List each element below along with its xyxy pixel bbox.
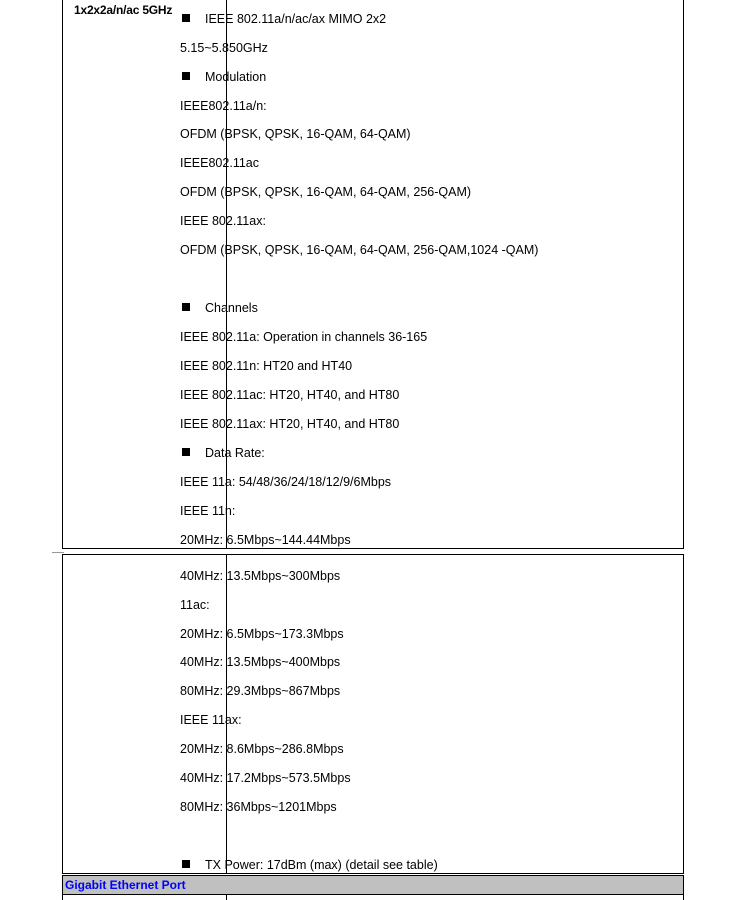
- spec-line-text: 11ac:: [180, 598, 210, 612]
- spec-line: [180, 41, 268, 55]
- spec-line: [180, 99, 267, 113]
- column-divider: [226, 895, 227, 900]
- spec-table-row-continued: [62, 554, 684, 874]
- spec-line-text: 80MHz: 36Mbps~1201Mbps: [180, 800, 337, 814]
- spec-line: [180, 713, 242, 727]
- spec-line-text: 40MHz: 13.5Mbps~400Mbps: [180, 655, 341, 669]
- spec-line-text: TX Power: 17dBm (max) (detail see table): [205, 858, 438, 872]
- spec-line-text: IEEE 802.11a: Operation in channels 36-165: [180, 330, 428, 344]
- spec-line: [180, 475, 391, 489]
- spec-line: [180, 800, 337, 814]
- section-header-title: Gigabit Ethernet Port: [65, 878, 186, 892]
- spec-line: [180, 627, 344, 641]
- spec-line-text: Modulation: [205, 70, 267, 84]
- spec-line: [180, 156, 259, 170]
- spec-line: [180, 684, 340, 698]
- spec-line-text: 20MHz: 6.5Mbps~173.3Mbps: [180, 627, 344, 641]
- spec-line: [180, 569, 340, 583]
- spec-bullet-item: [180, 12, 386, 26]
- spec-line-text: Channels: [205, 301, 258, 315]
- spec-line-text: 20MHz: 6.5Mbps~144.44Mbps: [180, 533, 351, 547]
- spec-line: [180, 388, 399, 402]
- square-bullet-icon: [182, 14, 190, 22]
- spec-line: [180, 533, 351, 547]
- spec-line-text: IEEE 11ax:: [180, 713, 242, 727]
- spec-line-text: IEEE 11n:: [180, 504, 236, 518]
- spec-bullet-item: [180, 301, 258, 315]
- page-break-mark: [52, 552, 64, 553]
- spec-line-text: 40MHz: 17.2Mbps~573.5Mbps: [180, 771, 351, 785]
- spec-line-text: IEEE802.11a/n:: [180, 99, 267, 113]
- spec-line: [180, 655, 340, 669]
- spec-line-text: 5.15~5.850GHz: [180, 41, 268, 55]
- spec-line-text: IEEE 802.11ax: HT20, HT40, and HT80: [180, 417, 400, 431]
- spec-line: [180, 417, 399, 431]
- square-bullet-icon: [182, 72, 190, 80]
- spec-line: [180, 330, 427, 344]
- section-header-gigabit-ethernet: [62, 875, 684, 895]
- square-bullet-icon: [182, 448, 190, 456]
- spec-line-text: 80MHz: 29.3Mbps~867Mbps: [180, 684, 341, 698]
- spec-bullet-item: [180, 446, 265, 460]
- square-bullet-icon: [182, 860, 190, 868]
- spec-line: [180, 504, 235, 518]
- square-bullet-icon: [182, 303, 190, 311]
- spec-table-row-5ghz: [62, 0, 684, 549]
- spec-line: [180, 243, 538, 257]
- spec-bullet-item: [180, 70, 266, 84]
- spec-line: [180, 185, 471, 199]
- spec-line-text: IEEE 11a: 54/48/36/24/18/12/9/6Mbps: [180, 475, 392, 489]
- spec-line-text: Data Rate:: [205, 446, 265, 460]
- spec-line-text: OFDM (BPSK, QPSK, 16-QAM, 64-QAM, 256-QAM): [180, 185, 472, 199]
- spec-line: [180, 771, 351, 785]
- spec-line-text: IEEE802.11ac: [180, 156, 259, 170]
- spec-line-text: IEEE 802.11ac: HT20, HT40, and HT80: [180, 388, 400, 402]
- spec-line: [180, 598, 210, 612]
- spec-line-text: 40MHz: 13.5Mbps~300Mbps: [180, 569, 341, 583]
- spec-line: [180, 127, 411, 141]
- spec-line: [180, 359, 352, 373]
- spec-line: [180, 742, 344, 756]
- row-label: 1x2x2a/n/ac 5GHz: [74, 3, 173, 17]
- spec-line-text: OFDM (BPSK, QPSK, 16-QAM, 64-QAM): [180, 127, 411, 141]
- spec-line-text: IEEE 802.11n: HT20 and HT40: [180, 359, 353, 373]
- spec-line-text: IEEE 802.11ax:: [180, 214, 266, 228]
- spec-line-text: OFDM (BPSK, QPSK, 16-QAM, 64-QAM, 256-QAM,1024 -QAM): [180, 243, 539, 257]
- spec-line: [180, 214, 266, 228]
- spec-table-next-row: [62, 895, 684, 900]
- spec-bullet-item: [180, 858, 438, 872]
- spec-line-text: 20MHz: 8.6Mbps~286.8Mbps: [180, 742, 344, 756]
- spec-line-text: IEEE 802.11a/n/ac/ax MIMO 2x2: [205, 12, 387, 26]
